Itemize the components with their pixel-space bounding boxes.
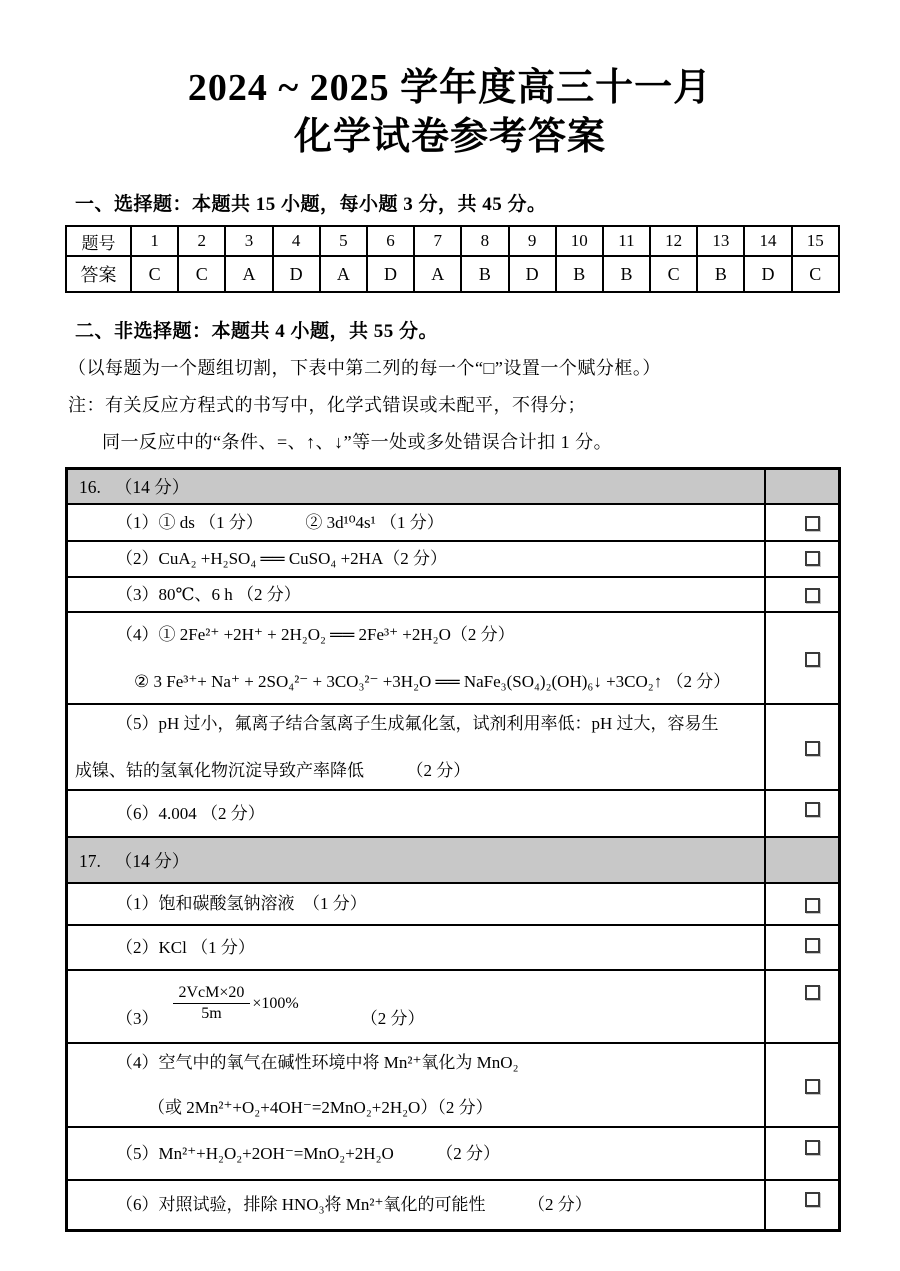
table-row-q16-3 — [67, 577, 840, 613]
answer-text: （6）对照试验，排除 HNO₃将 Mn²⁺氧化的可能性 （2 分） — [116, 1195, 592, 1214]
question-number-cell: 15 — [792, 226, 839, 256]
title-block — [0, 0, 900, 162]
grading-note-1: （以每题为一个题组切割，下表中第二列的每一个“□”设置一个赋分框。） — [68, 358, 661, 378]
answer-cell: A — [320, 256, 367, 292]
table-row-q17-4 — [67, 1043, 840, 1127]
fraction-multiplier: ×100% — [252, 995, 299, 1012]
answer-text: （或 2Mn²⁺+O₂+4OH⁻=2MnO₂+2H₂O）（2 分） — [148, 1098, 493, 1117]
table-row-question-numbers — [66, 226, 839, 256]
question-number-cell: 6 — [367, 226, 414, 256]
question-number-cell: 11 — [603, 226, 650, 256]
answer-cell: A — [414, 256, 461, 292]
table-row-q16-1 — [67, 504, 840, 541]
row-header-answer: 答案 — [66, 256, 131, 292]
answer-text: （5）pH 过小，氟离子结合氢离子生成氟化氢，试剂利用率低：pH 过大，容易生 — [116, 713, 719, 733]
answer-formula — [68, 984, 758, 1029]
question-number-cell: 8 — [461, 226, 508, 256]
fraction-numerator: 2VcM×20 — [173, 984, 251, 1004]
question-number-cell: 12 — [650, 226, 697, 256]
table-row-q16-6 — [67, 790, 840, 837]
table-row-q17-1 — [67, 883, 840, 925]
score-box — [805, 1079, 820, 1094]
fraction — [173, 984, 251, 1023]
question-number-cell: 4 — [273, 226, 320, 256]
score-box — [805, 802, 820, 817]
answer-cell: D — [367, 256, 414, 292]
answer-cell: B — [461, 256, 508, 292]
answer-cell: A — [225, 256, 272, 292]
item-prefix: （3） — [116, 1009, 159, 1028]
answer-cell: B — [556, 256, 603, 292]
score-box — [805, 588, 820, 603]
answer-cell: B — [603, 256, 650, 292]
table-row-q16-4 — [67, 612, 840, 704]
score-box — [805, 741, 820, 756]
answer-cell: C — [792, 256, 839, 292]
score-box — [805, 985, 820, 1000]
grading-note-2: 注：有关反应方程式的书写中，化学式错误或未配平，不得分； — [68, 395, 586, 415]
answer-cell: C — [178, 256, 225, 292]
table-row-q17-3 — [67, 970, 840, 1043]
question-number-cell: 13 — [697, 226, 744, 256]
question-number-cell: 1 — [131, 226, 178, 256]
answer-text: ② 3 Fe³⁺+ Na⁺ + 2SO₄²⁻ + 3CO₃²⁻ +3H₂O ══ NaFe₃(SO₄)₂(OH)₆↓ +3CO₂↑ （2 分） — [134, 672, 731, 691]
section1-heading: 一、选择题：本题共 15 小题，每小题 3 分，共 45 分。 — [75, 194, 547, 215]
answer-cell: D — [744, 256, 791, 292]
table-row-answers — [66, 256, 839, 292]
question17-header — [67, 837, 765, 883]
question-score: （14 分） — [114, 477, 190, 497]
question-number-cell: 14 — [744, 226, 791, 256]
choice-answer-table — [65, 225, 840, 293]
question-number-cell: 10 — [556, 226, 603, 256]
question-number: 16. — [79, 477, 101, 497]
grading-note-3: 同一反应中的“条件、=、↑、↓”等一处或多处错误合计扣 1 分。 — [102, 432, 613, 452]
row-header-number: 题号 — [66, 226, 131, 256]
question17-header-row — [67, 837, 840, 883]
table-row-q16-5 — [67, 704, 840, 790]
question-score: （14 分） — [114, 850, 190, 871]
question-number: 17. — [79, 850, 101, 871]
question-number-cell: 5 — [320, 226, 367, 256]
score-box — [805, 898, 820, 913]
question16-header-row — [67, 469, 840, 505]
item-score: （2 分） — [360, 1009, 425, 1028]
answer-text: （1）① ds （1 分） ② 3d¹⁰4s¹ （1 分） — [116, 512, 444, 532]
answer-cell: C — [650, 256, 697, 292]
score-box — [805, 938, 820, 953]
answer-cell: D — [509, 256, 556, 292]
table-row-q16-2 — [67, 541, 840, 577]
score-box — [805, 516, 820, 531]
answer-text: （2）KCl （1 分） — [116, 937, 255, 957]
score-box — [805, 652, 820, 667]
section2-heading: 二、非选择题：本题共 4 小题，共 55 分。 — [75, 321, 439, 342]
score-box — [805, 1192, 820, 1207]
score-header-cell — [765, 469, 840, 505]
question-number-cell: 3 — [225, 226, 272, 256]
score-box — [805, 1140, 820, 1155]
scoring-table — [65, 467, 841, 1232]
page-title-line1: 2024 ~ 2025 学年度高三十一月 — [187, 67, 713, 109]
question-number-cell: 2 — [178, 226, 225, 256]
answer-cell: B — [697, 256, 744, 292]
table-row-q17-5 — [67, 1127, 840, 1180]
answer-cell: C — [131, 256, 178, 292]
question16-header — [67, 469, 765, 505]
answer-text: （6）4.004 （2 分） — [116, 803, 265, 823]
answer-text: （2）CuA₂ +H₂SO₄ ══ CuSO₄ +2HA（2 分） — [116, 549, 447, 568]
fraction-denominator: 5m — [201, 1005, 222, 1022]
answer-text: 成镍、钴的氢氧化物沉淀导致产率降低 （2 分） — [75, 761, 471, 780]
table-row-q17-6 — [67, 1180, 840, 1230]
question-number-cell: 9 — [509, 226, 556, 256]
answer-text: （3）80℃、6 h （2 分） — [116, 584, 301, 604]
answer-text: （4）空气中的氧气在碱性环境中将 Mn²⁺氧化为 MnO₂ — [116, 1052, 519, 1072]
score-box — [805, 551, 820, 566]
page-title-line2: 化学试卷参考答案 — [293, 116, 606, 158]
table-row-q17-2 — [67, 925, 840, 970]
score-header-cell — [765, 837, 840, 883]
answer-cell: D — [273, 256, 320, 292]
answer-text: （1）饱和碳酸氢钠溶液 （1 分） — [116, 894, 367, 914]
answer-text: （5）Mn²⁺+H₂O₂+2OH⁻=MnO₂+2H₂O （2 分） — [116, 1143, 501, 1163]
question-number-cell: 7 — [414, 226, 461, 256]
answer-text: （4）① 2Fe²⁺ +2H⁺ + 2H₂O₂ ══ 2Fe³⁺ +2H₂O（2 分） — [116, 624, 515, 644]
